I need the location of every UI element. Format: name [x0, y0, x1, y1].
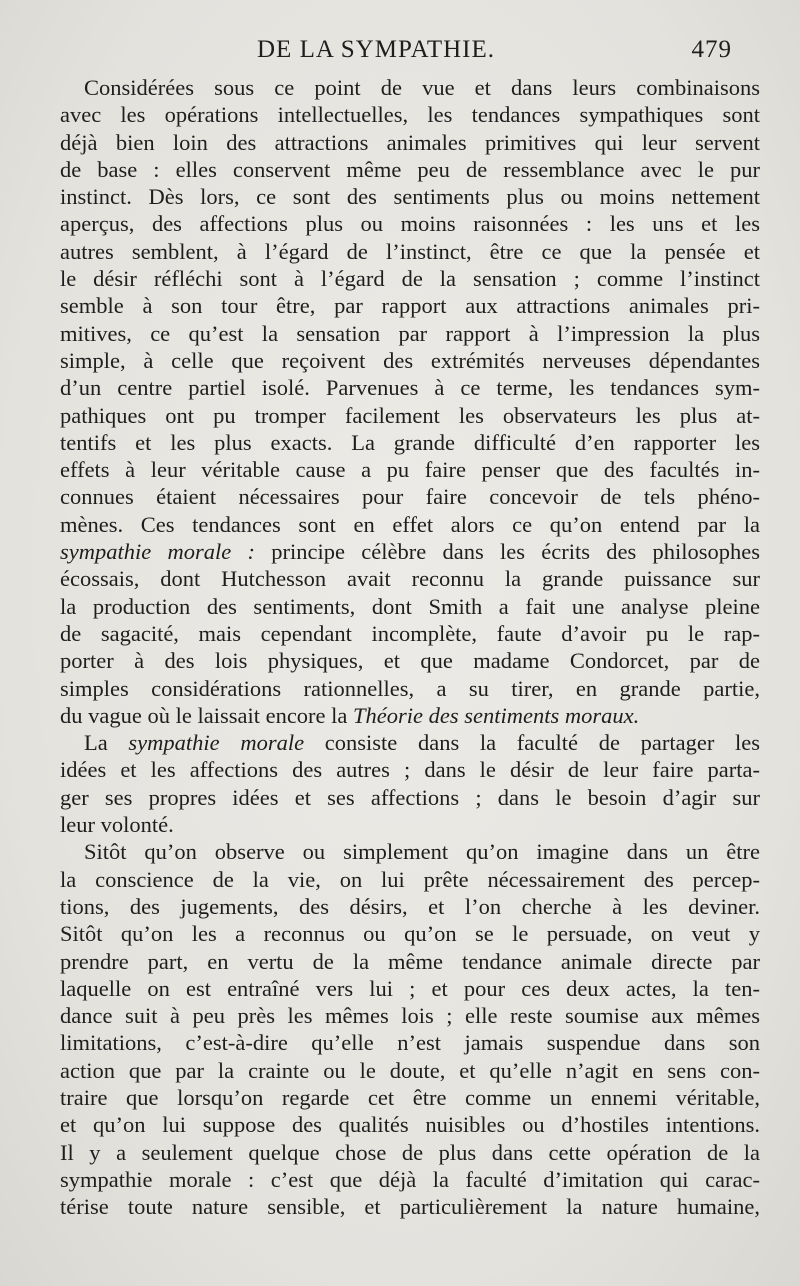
text-segment: instinct. Dès lors, ce sont des sentiments plus ou moins nettement — [60, 184, 760, 210]
text-segment: semble à son tour être, par rapport aux attractions animales pri- — [60, 293, 760, 319]
text-line — [60, 1139, 760, 1166]
text-line — [60, 511, 760, 538]
text-line — [60, 429, 760, 456]
text-line — [60, 1029, 760, 1056]
text-line — [60, 101, 760, 128]
text-segment: pathiques ont pu tromper facilement les observateurs les plus at- — [60, 402, 760, 428]
text-segment: traire que lorsqu’on regarde cet être comme un ennemi véritable, — [60, 1084, 760, 1110]
text-line — [60, 183, 760, 210]
text-segment: connues étaient nécessaires pour faire concevoir de tels phéno- — [60, 484, 760, 510]
italic-text: sympathie morale — [128, 730, 305, 756]
text-segment: avec les opérations intellectuelles, les tendances sympathiques sont — [60, 102, 760, 128]
text-segment: Il y a seulement quelque chose de plus dans cette opération de la — [60, 1139, 760, 1165]
text-segment: ger ses propres idées et ses affections ; dans le besoin d’agir sur — [60, 784, 760, 810]
text-segment: tentifs et les plus exacts. La grande difficulté d’en rapporter les — [60, 429, 760, 455]
text-line — [60, 920, 760, 947]
text-line — [60, 1084, 760, 1111]
text-line — [60, 1166, 760, 1193]
text-line — [60, 320, 760, 347]
text-segment: simple, à celle que reçoivent des extrémités nerveuses dépendantes — [60, 347, 760, 373]
text-segment: dance suit à peu près les mêmes lois ; elle reste soumise aux mêmes — [60, 1003, 760, 1029]
running-title: DE LA SYMPATHIE. — [257, 36, 496, 63]
text-line — [60, 129, 760, 156]
italic-text: Théorie des sentiments moraux. — [353, 702, 640, 728]
text-line — [60, 948, 760, 975]
text-segment: d’un centre partiel isolé. Parvenues à ce terme, les tendances sym- — [60, 375, 760, 401]
text-line — [60, 702, 760, 729]
body-text — [60, 74, 760, 1220]
text-segment: la production des sentiments, dont Smith a fait une analyse pleine — [60, 593, 760, 619]
text-segment: et qu’on lui suppose des qualités nuisibles ou d’hostiles intentions. — [60, 1112, 760, 1138]
text-segment: idées et les affections des autres ; dans le désir de leur faire parta- — [60, 757, 760, 783]
text-segment: du vague où le laissait encore la — [60, 702, 354, 728]
text-segment: limitations, c’est-à-dire qu’elle n’est jamais suspendue dans son — [60, 1030, 760, 1056]
text-line — [60, 374, 760, 401]
text-segment: Considérées sous ce point de vue et dans leurs combinaisons — [84, 75, 760, 100]
text-segment: de sagacité, mais cependant incomplète, faute d’avoir pu le rap- — [60, 620, 760, 646]
text-segment: leur volonté. — [60, 812, 174, 838]
text-segment: tions, des jugements, des désirs, et l’on cherche à les deviner. — [60, 893, 760, 919]
text-line — [60, 866, 760, 893]
text-segment: aperçus, des affections plus ou moins raisonnées : les uns et les — [60, 211, 760, 237]
text-line — [60, 265, 760, 292]
text-segment: simples considérations rationnelles, a su tirer, en grande partie, — [60, 675, 760, 701]
page-number: 479 — [691, 36, 732, 63]
text-segment: action que par la crainte ou le doute, et qu’elle n’agit en sens con- — [60, 1057, 760, 1083]
text-line — [60, 1193, 760, 1220]
text-line — [60, 565, 760, 592]
text-segment: le désir réfléchi sont à l’égard de la sensation ; comme l’instinct — [60, 266, 760, 292]
text-line — [60, 292, 760, 319]
text-segment: écossais, dont Hutchesson avait reconnu la grande puissance sur — [60, 566, 760, 592]
text-line — [60, 402, 760, 429]
text-line — [60, 1002, 760, 1029]
text-line — [60, 620, 760, 647]
text-line — [60, 156, 760, 183]
paragraph — [60, 729, 760, 838]
text-line — [60, 838, 760, 865]
text-line — [60, 729, 760, 756]
text-segment: Sitôt qu’on les a reconnus ou qu’on se le persuade, on veut y — [60, 921, 760, 947]
text-line — [60, 1057, 760, 1084]
text-segment: de base : elles conservent même peu de ressemblance avec le pur — [60, 156, 760, 182]
italic-text: sympathie morale : — [60, 539, 256, 565]
text-segment: déjà bien loin des attractions animales primitives qui leur servent — [60, 129, 760, 155]
text-line — [60, 784, 760, 811]
text-segment: sympathie morale : c’est que déjà la faculté d’imitation qui carac- — [60, 1166, 760, 1192]
text-line — [60, 593, 760, 620]
text-line — [60, 238, 760, 265]
text-line — [60, 893, 760, 920]
text-line — [60, 1111, 760, 1138]
text-line — [60, 456, 760, 483]
text-segment: consiste dans la faculté de partager les — [304, 730, 760, 756]
paragraph — [60, 838, 760, 1220]
text-segment: mitives, ce qu’est la sensation par rapport à l’impression la plus — [60, 320, 760, 346]
page-header — [52, 36, 732, 70]
paragraph — [60, 74, 760, 729]
text-segment: La — [84, 730, 129, 756]
text-segment: prendre part, en vertu de la même tendance animale directe par — [60, 948, 760, 974]
text-segment: effets à leur véritable cause a pu faire penser que des facultés in- — [60, 457, 760, 483]
text-line — [60, 675, 760, 702]
text-line — [60, 975, 760, 1002]
text-segment: porter à des lois physiques, et que madame Condorcet, par de — [60, 648, 760, 674]
text-line — [60, 483, 760, 510]
text-segment: la conscience de la vie, on lui prête nécessairement des percep- — [60, 866, 760, 892]
text-segment: mènes. Ces tendances sont en effet alors ce qu’on entend par la — [60, 511, 760, 537]
text-line — [60, 647, 760, 674]
text-segment: térise toute nature sensible, et particulièrement la nature humaine, — [60, 1194, 760, 1220]
text-segment: autres semblent, à l’égard de l’instinct, être ce que la pensée et — [60, 238, 760, 264]
text-segment: Sitôt qu’on observe ou simplement qu’on imagine dans un être — [84, 839, 760, 865]
text-segment: principe célèbre dans les écrits des philosophes — [255, 539, 761, 565]
text-segment: laquelle on est entraîné vers lui ; et pour ces deux actes, la ten- — [60, 975, 760, 1001]
text-line — [60, 811, 760, 838]
text-line — [60, 347, 760, 374]
text-line — [60, 756, 760, 783]
text-line — [60, 74, 760, 101]
text-line — [60, 210, 760, 237]
text-line — [60, 538, 760, 565]
